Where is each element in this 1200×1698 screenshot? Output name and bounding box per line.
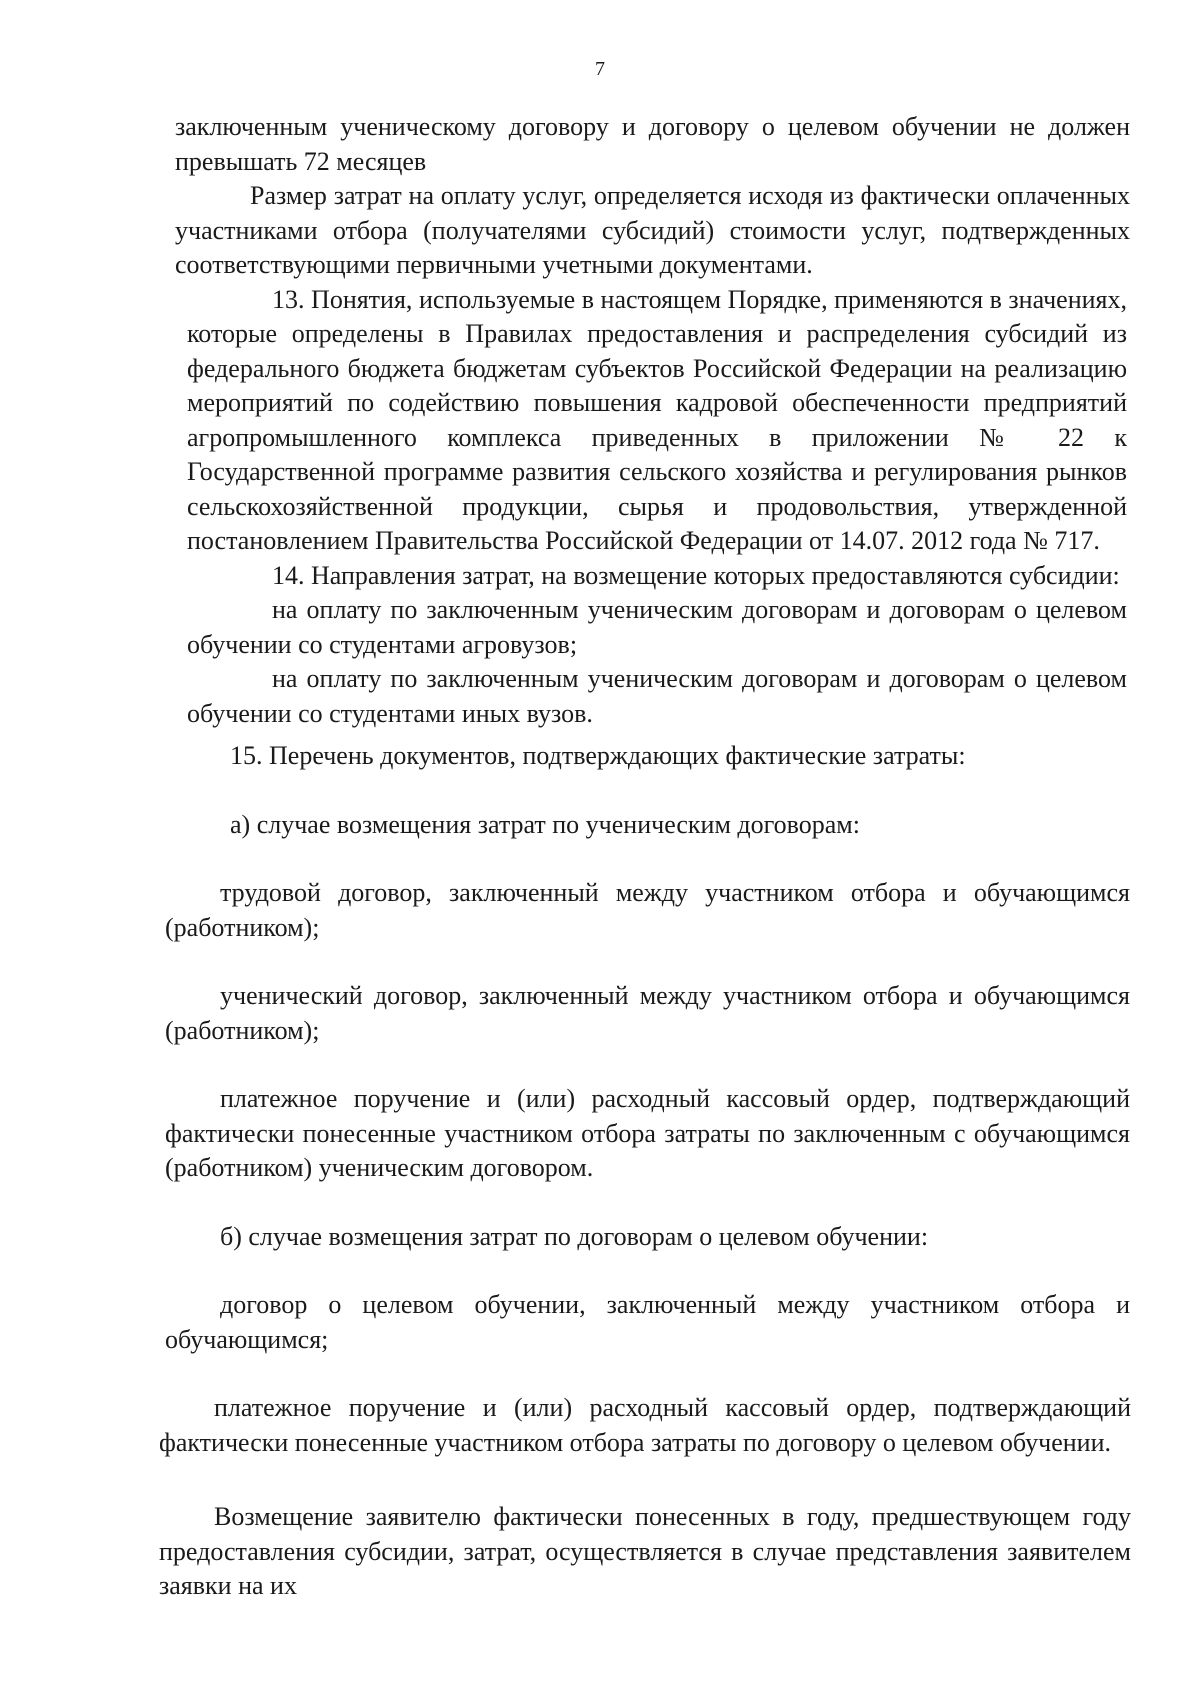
paragraph-reimbursement: Возмещение заявителю фактически понесенных в году, предшествующем году предоставления субсидии, затрат, осуществляется в случае представления заявителем заявки на их bbox=[159, 1502, 1131, 1600]
paragraph-15a-student-contracts: а) случае возмещения затрат по ученическим договорам: bbox=[230, 809, 860, 839]
paragraph-14-other-universities: на оплату по заключенным ученическим договорам и договорам о целевом обучении со студентами иных вузов. bbox=[187, 664, 1127, 728]
paragraph-service-costs: Размер затрат на оплату услуг, определяется исходя из фактически оплаченных участниками отбора (получателями субсидий) стоимости услуг, подтвержденных соответствующими первичными учетными документами. bbox=[175, 181, 1130, 279]
paragraph-15-documents-list: 15. Перечень документов, подтверждающих фактические затраты: bbox=[230, 741, 966, 770]
document-body bbox=[159, 110, 1131, 1604]
paragraph-15b-training-contract: договор о целевом обучении, заключенный между участником отбора и обучающимся; bbox=[165, 1290, 1130, 1354]
paragraph-14-agro-universities: на оплату по заключенным ученическим договорам и договорам о целевом обучении со студентами агровузов; bbox=[187, 595, 1127, 659]
paragraph-15b-targeted-training: б) случае возмещения затрат по договорам о целевом обучении: bbox=[220, 1221, 929, 1251]
paragraph-14-cost-directions: 14. Направления затрат, на возмещение которых предоставляются субсидии: bbox=[272, 560, 1120, 590]
paragraph-15a-employment-contract: трудовой договор, заключенный между участником отбора и обучающимся (работником); bbox=[165, 878, 1130, 942]
paragraph-15a-student-contract: ученический договор, заключенный между участником отбора и обучающимся (работником); bbox=[165, 981, 1130, 1045]
page-number: 7 bbox=[595, 58, 605, 80]
paragraph-15a-payment-order: платежное поручение и (или) расходный кассовый ордер, подтверждающий фактически понесенные участником отбора затраты по заключенным с обучающимся (работником) ученическим договором. bbox=[165, 1084, 1130, 1182]
paragraph-13-definitions: 13. Понятия, используемые в настоящем Порядке, применяются в значениях, которые определены в Правилах предоставления и распределения субсидий из федерального бюджета бюджетам субъектов Российской Федерации на реализацию мероприятий по содействию повышения кадровой обеспеченности предприятий агропромышленного комплекса приведенных в приложении № 22 к Государственной программе развития сельского хозяйства и регулирования рынков сельскохозяйственной продукции, сырья и продовольствия, утвержденной постановлением Правительства Российской Федерации от 14.07. 2012 года № 717. bbox=[187, 284, 1127, 555]
paragraph-15b-payment-order: платежное поручение и (или) расходный кассовый ордер, подтверждающий фактически понесенные участником отбора затраты по договору о целевом обучении. bbox=[159, 1393, 1131, 1457]
paragraph-contract-term: заключенным ученическому договору и договору о целевом обучении не должен превышать 72 месяцев bbox=[175, 112, 1130, 176]
